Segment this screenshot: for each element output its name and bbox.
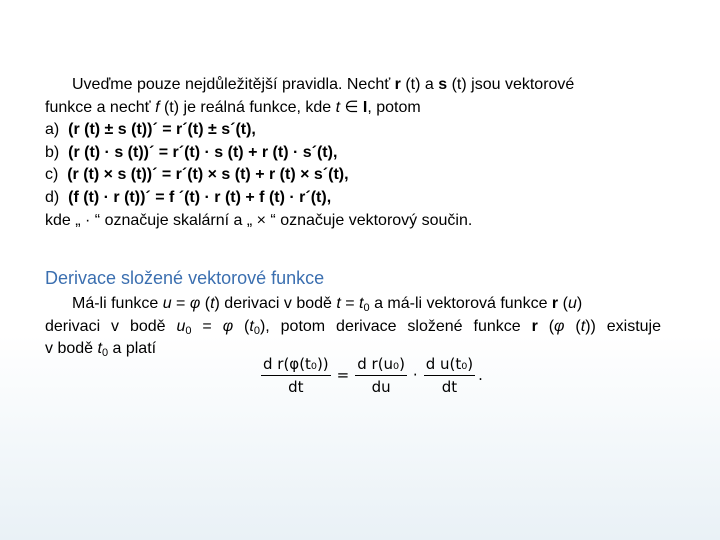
fraction-numerator: d r(u₀) (355, 355, 407, 376)
fraction-denominator: dt (441, 377, 458, 396)
equals-sign: = (336, 366, 350, 384)
vector-r: r (531, 317, 538, 335)
outer-derivative-fraction (355, 355, 407, 396)
intro-line-1 (45, 74, 665, 97)
element-of-symbol: ∈ (340, 98, 363, 116)
text: )) existuje (585, 317, 662, 335)
rule-text: (f (t) · r (t))´ = f ´(t) · r (t) + f (t) · r´(t), (68, 188, 332, 206)
text: ), potom derivace složené funkce (259, 317, 532, 335)
text: v bodě (45, 340, 98, 358)
fraction-numerator: d r(φ(t₀)) (261, 355, 331, 376)
text: ) derivaci v bodě (214, 295, 337, 312)
intro-text: (t) a (400, 76, 439, 93)
fraction-numerator: d u(t₀) (424, 355, 475, 376)
text: a platí (108, 340, 157, 358)
interval-I: I (362, 98, 368, 116)
function-f: f (155, 98, 160, 116)
vector-r: r (551, 295, 559, 312)
subscript: 0 (185, 324, 192, 337)
function-phi: φ (222, 317, 234, 335)
text: = (340, 295, 360, 312)
rule-label: b) (45, 143, 60, 161)
rule-text: (r (t) × s (t))´ = r´(t) × s (t) + r (t) × s´(t), (67, 166, 349, 184)
chain-rule-block (45, 293, 661, 361)
intro-text: (t) jsou vektorové (447, 76, 575, 93)
rule-d (45, 187, 665, 210)
text: = (191, 317, 223, 335)
section-heading: Derivace složené vektorové funkce (45, 268, 325, 288)
rule-b (45, 142, 665, 165)
text: derivaci v bodě (45, 317, 177, 335)
text: ( (537, 317, 555, 335)
product-note: kde „ · “ označuje skalární a „ × “ označuje vektorový součin. (45, 211, 473, 229)
function-phi: φ (554, 317, 565, 335)
vector-r: r (394, 76, 401, 93)
text: ( (558, 295, 568, 312)
subscript: 0 (363, 302, 370, 314)
lhs-fraction (261, 355, 331, 396)
variable-u: u (567, 295, 577, 312)
variable-t0: t (249, 317, 254, 335)
variable-t0: t (97, 340, 102, 358)
variable-t: t (210, 295, 215, 312)
subscript: 0 (101, 347, 109, 360)
period: . (478, 366, 483, 384)
variable-t0: t (359, 295, 364, 312)
intro-text: Uveďme pouze nejdůležitější pravidla. Nechť (72, 76, 395, 93)
dot-operator: · (412, 366, 418, 384)
intro-text: funkce a nechť (45, 98, 156, 116)
text: ( (564, 317, 581, 335)
inner-derivative-fraction (424, 355, 475, 396)
intro-line-2 (45, 97, 665, 120)
rule-a (45, 119, 665, 142)
intro-text: (t) je reálná funkce, kde (159, 98, 336, 116)
fraction-denominator: du (371, 377, 391, 396)
rule-label: a) (45, 121, 60, 139)
chain-rule-formula (258, 352, 483, 398)
variable-t: t (336, 295, 341, 312)
variable-u0: u (176, 317, 186, 335)
rule-c (45, 164, 665, 187)
text: ( (233, 317, 250, 335)
subscript: 0 (253, 324, 260, 337)
text: = (171, 295, 190, 312)
function-phi: φ (189, 295, 201, 312)
text: ) (576, 295, 583, 312)
variable-t: t (580, 317, 586, 335)
text: Má-li funkce (72, 295, 163, 312)
vector-s: s (438, 76, 448, 93)
chain-line-1 (45, 293, 661, 316)
variable-t: t (335, 98, 341, 116)
intro-text: , potom (367, 98, 421, 116)
rule-label: d) (45, 188, 60, 206)
text: ( (200, 295, 211, 312)
rule-text: (r (t) ± s (t))´ = r´(t) ± s´(t), (68, 121, 256, 139)
chain-line-2 (45, 316, 661, 339)
rule-text: (r (t) · s (t))´ = r´(t) · s (t) + r (t) · s´(t), (68, 143, 338, 161)
rule-label: c) (45, 166, 59, 184)
variable-u: u (162, 295, 172, 312)
text: a má-li vektorová funkce (369, 295, 552, 312)
fraction-denominator: dt (288, 377, 304, 396)
rules-block (45, 74, 665, 232)
